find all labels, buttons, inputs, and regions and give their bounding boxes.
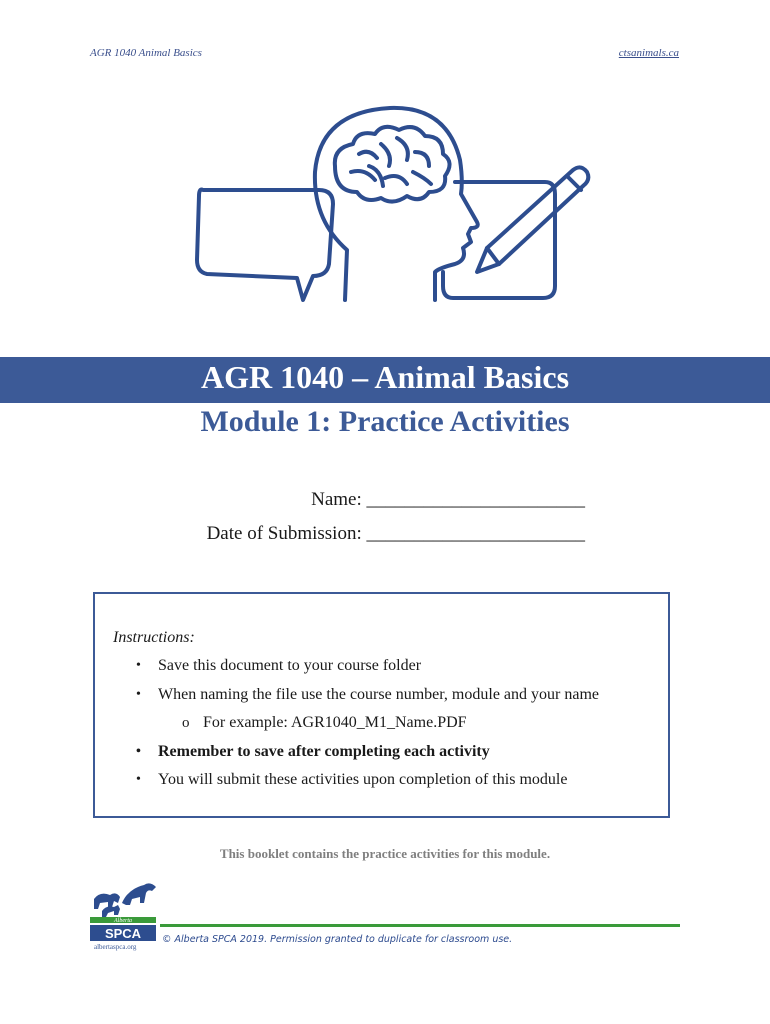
name-field-row	[311, 489, 585, 511]
logo-url: albertaspca.org	[94, 943, 137, 951]
header-course-label: AGR 1040 Animal Basics	[90, 47, 202, 59]
bullet-icon: •	[136, 658, 141, 673]
list-subitem: o For example: AGR1040_M1_Name.PDF	[182, 714, 467, 731]
logo-script-text: Alberta	[114, 918, 132, 924]
speech-bubble-icon	[197, 190, 333, 300]
list-item: • You will submit these activities upon completion of this module	[136, 771, 568, 788]
circle-bullet-icon: o	[182, 715, 190, 731]
cover-illustration	[185, 100, 595, 320]
document-title: AGR 1040 – Animal Basics	[200, 359, 570, 395]
list-item: • When naming the file use the course number, module and your name	[136, 685, 599, 703]
alberta-spca-logo	[88, 875, 158, 953]
instructions-title: Instructions:	[113, 629, 195, 646]
bullet-icon: •	[136, 743, 141, 759]
date-label: Date of Submission:	[206, 523, 362, 544]
date-field-row	[207, 523, 585, 545]
name-blank[interactable]: _______________________	[366, 489, 585, 510]
notepad-pencil-icon	[443, 167, 588, 298]
copyright-notice: © Alberta SPCA 2019. Permission granted to duplicate for classroom use.	[162, 934, 513, 945]
list-item: • Save this document to your course folder	[136, 657, 422, 674]
footer-divider	[160, 924, 680, 927]
module-subtitle: Module 1: Practice Activities	[200, 405, 570, 438]
head-with-brain-icon	[315, 108, 478, 300]
header-site-link[interactable]: ctsanimals.ca	[618, 47, 679, 59]
instructions-list	[95, 656, 665, 799]
bullet-icon: •	[136, 686, 141, 702]
instructions-box	[93, 592, 670, 818]
list-item: • Remember to save after completing each activity	[136, 742, 490, 760]
logo-spca-text: SPCA	[104, 926, 142, 941]
booklet-note: This booklet contains the practice activities for this module.	[219, 846, 551, 861]
date-blank[interactable]: _______________________	[366, 523, 585, 544]
bullet-icon: •	[136, 772, 141, 787]
name-label: Name:	[311, 489, 362, 510]
